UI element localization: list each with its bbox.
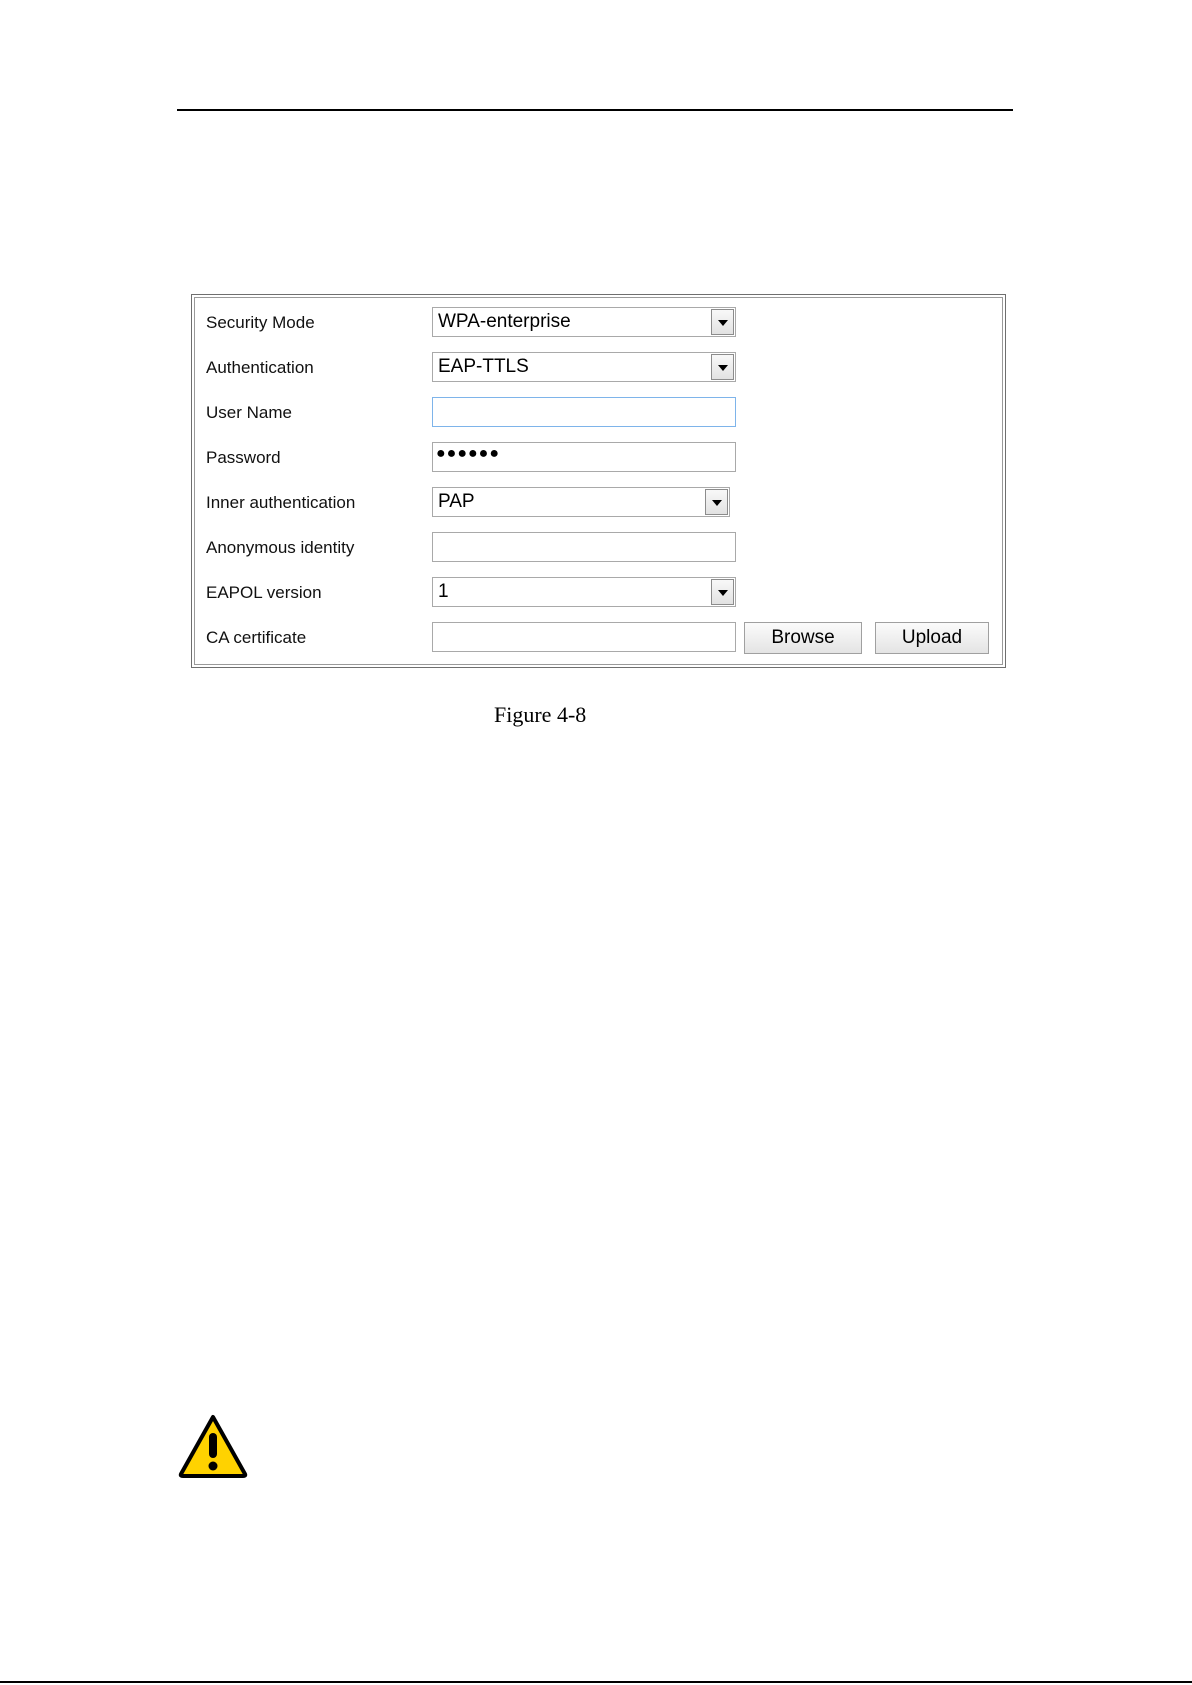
authentication-label: Authentication	[206, 358, 314, 377]
inner-authentication-select[interactable]	[432, 487, 730, 517]
eapol-version-label: EAPOL version	[206, 583, 322, 602]
dropdown-arrow-icon[interactable]	[711, 354, 734, 380]
user-name-label: User Name	[206, 403, 292, 422]
dropdown-arrow-icon[interactable]	[711, 309, 734, 335]
eapol-version-row	[206, 577, 986, 607]
security-mode-select[interactable]	[432, 307, 736, 337]
authentication-value: EAP-TTLS	[438, 356, 529, 377]
dropdown-arrow-icon[interactable]	[711, 579, 734, 605]
user-name-row	[206, 397, 986, 427]
eapol-version-select[interactable]	[432, 577, 736, 607]
anonymous-identity-input[interactable]	[432, 532, 736, 562]
inner-authentication-label: Inner authentication	[206, 493, 356, 512]
security-mode-row	[206, 307, 986, 337]
ca-certificate-row	[206, 622, 986, 652]
anonymous-identity-row	[206, 532, 986, 562]
warning-icon	[178, 1414, 248, 1478]
eapol-version-value: 1	[438, 581, 449, 602]
authentication-select[interactable]	[432, 352, 736, 382]
dropdown-arrow-icon[interactable]	[705, 489, 728, 515]
password-input[interactable]	[432, 442, 736, 472]
anonymous-identity-label: Anonymous identity	[206, 538, 355, 557]
ca-certificate-label: CA certificate	[206, 628, 307, 647]
password-label: Password	[206, 448, 281, 467]
wifi-security-settings-panel	[191, 294, 1006, 668]
ca-certificate-path-input[interactable]	[432, 622, 736, 652]
user-name-input[interactable]	[432, 397, 736, 427]
password-masked-value: ●●●●●●	[436, 445, 500, 462]
security-mode-value: WPA-enterprise	[438, 311, 571, 332]
inner-authentication-value: PAP	[438, 491, 475, 512]
security-mode-label: Security Mode	[206, 313, 315, 332]
password-row	[206, 442, 986, 472]
header-rule	[177, 109, 1013, 111]
upload-button[interactable]: Upload	[875, 622, 989, 654]
footer-rule	[0, 1681, 1192, 1683]
inner-authentication-row	[206, 487, 986, 517]
browse-button[interactable]: Browse	[744, 622, 862, 654]
authentication-row	[206, 352, 986, 382]
figure-caption: Figure 4-8	[494, 702, 587, 727]
